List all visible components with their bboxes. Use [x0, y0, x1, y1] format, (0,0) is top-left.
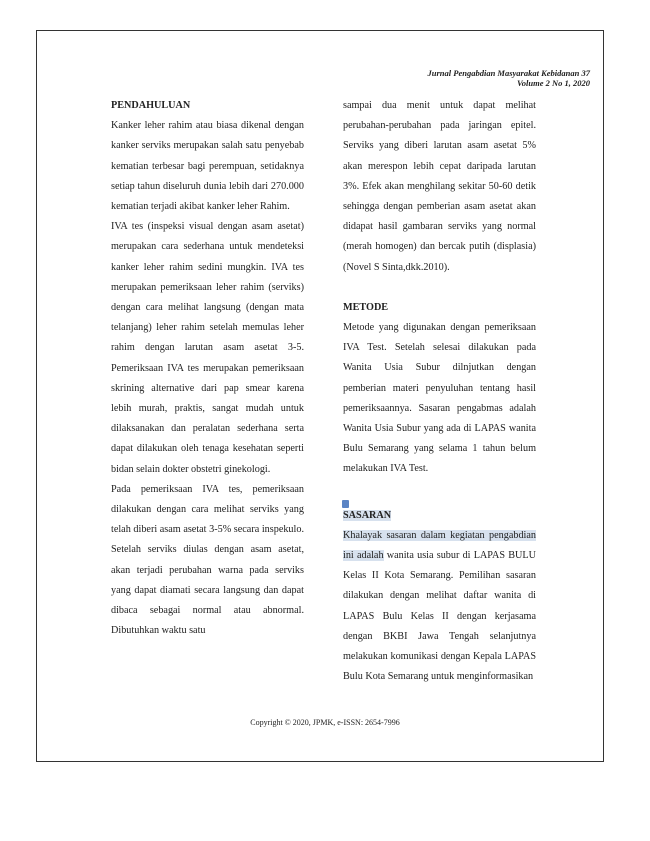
journal-volume: Volume 2 No 1, 2020	[517, 78, 590, 88]
paragraph: IVA tes (inspeksi visual dengan asam asetat) merupakan cara sederhana untuk mendeteksi kanker leher rahim sedini mungkin. IVA tes merupakan pemeriksaan leher rahim (serviks) dengan cara melihat langsung (dengan mata telanjang) leher rahim setelah memulas leher rahim dengan larutan asam asetat 3-5. Pemeriksaan IVA tes merupakan pemeriksaan skrining alternative dari pap smear karena lebih murah, praktis, sangat mudah untuk dilaksanakan dan peralatan sederhana serta dapat dilakukan oleh tenaga kesehatan seperti bidan selain dokter obstetri ginekologi.	[111, 221, 304, 475]
copyright-footer: Copyright © 2020, JPMK, e-ISSN: 2654-7996	[250, 718, 400, 727]
journal-title: Jurnal Pengabdian Masyarakat Kebidanan 37	[427, 68, 590, 78]
section-heading-metode: METODE	[343, 301, 389, 313]
highlighted-text[interactable]: Khalayak sasaran dalam kegiatan pengabdian ini adalah	[343, 529, 536, 562]
paragraph-text: wanita usia subur di LAPAS BULU Kelas II Kota Semarang. Pemilihan sasaran dilakukan dengan melihat daftar wanita di LAPAS Bulu Kelas II dengan kerjasama dengan BKBI Jawa Tengah selanjutnya melakukan komunikasi dengan Kepala LAPAS Bulu Kota Semarang untuk menginformasikan	[343, 550, 536, 683]
left-column	[111, 96, 304, 641]
paragraph: Kanker leher rahim atau biasa dikenal dengan kanker serviks merupakan salah satu penyebab kematian terbesar bagi perempuan, setidaknya setiap tahun diseluruh dunia lebih dari 270.000 kematian terjadi akibat kanker leher Rahim.	[111, 120, 304, 213]
section-heading-sasaran	[343, 506, 536, 526]
paragraph: sampai dua menit untuk dapat melihat perubahan-perubahan pada jaringan epitel. Serviks yang diberi larutan asam asetat 5% akan merespon lebih cepat daripada larutan 3%. Efek akan menghilang sekitar 50-60 detik sehingga dengan pemberian asam asetat akan didapat hasil gambaran serviks yang normal (merah homogen) dan bercak putih (displasia) (Novel S Sinta,dkk.2010).	[343, 100, 536, 273]
section-heading-sasaran-text: SASARAN	[343, 509, 392, 521]
journal-header	[428, 68, 590, 88]
paragraph	[343, 526, 536, 688]
paragraph: Pada pemeriksaan IVA tes, pemeriksaan dilakukan dengan cara melihat serviks yang telah diberi asam asetat 3-5% secara inspekulo. Setelah serviks diulas dengan asam asetat, akan terjadi perubahan warna pada serviks yang dapat diamati secara langsung dan dapat dibaca sebagai normal atau abnormal. Dibutuhkan waktu satu	[111, 483, 304, 637]
paragraph: Metode yang digunakan dengan pemeriksaan IVA Test. Setelah selesai dilakukan pada Wanita Usia Subur dilnjutkan dengan pemberian materi penyuluhan tentang hasil pemeriksaannya. Sasaran pengabmas adalah Wanita Usia Subur yang ada di LAPAS wanita Bulu Semarang yang selama 1 tahun belum melakukan IVA Test.	[343, 322, 536, 475]
section-heading-pendahuluan: PENDAHULUAN	[111, 100, 191, 111]
right-column	[343, 96, 536, 687]
